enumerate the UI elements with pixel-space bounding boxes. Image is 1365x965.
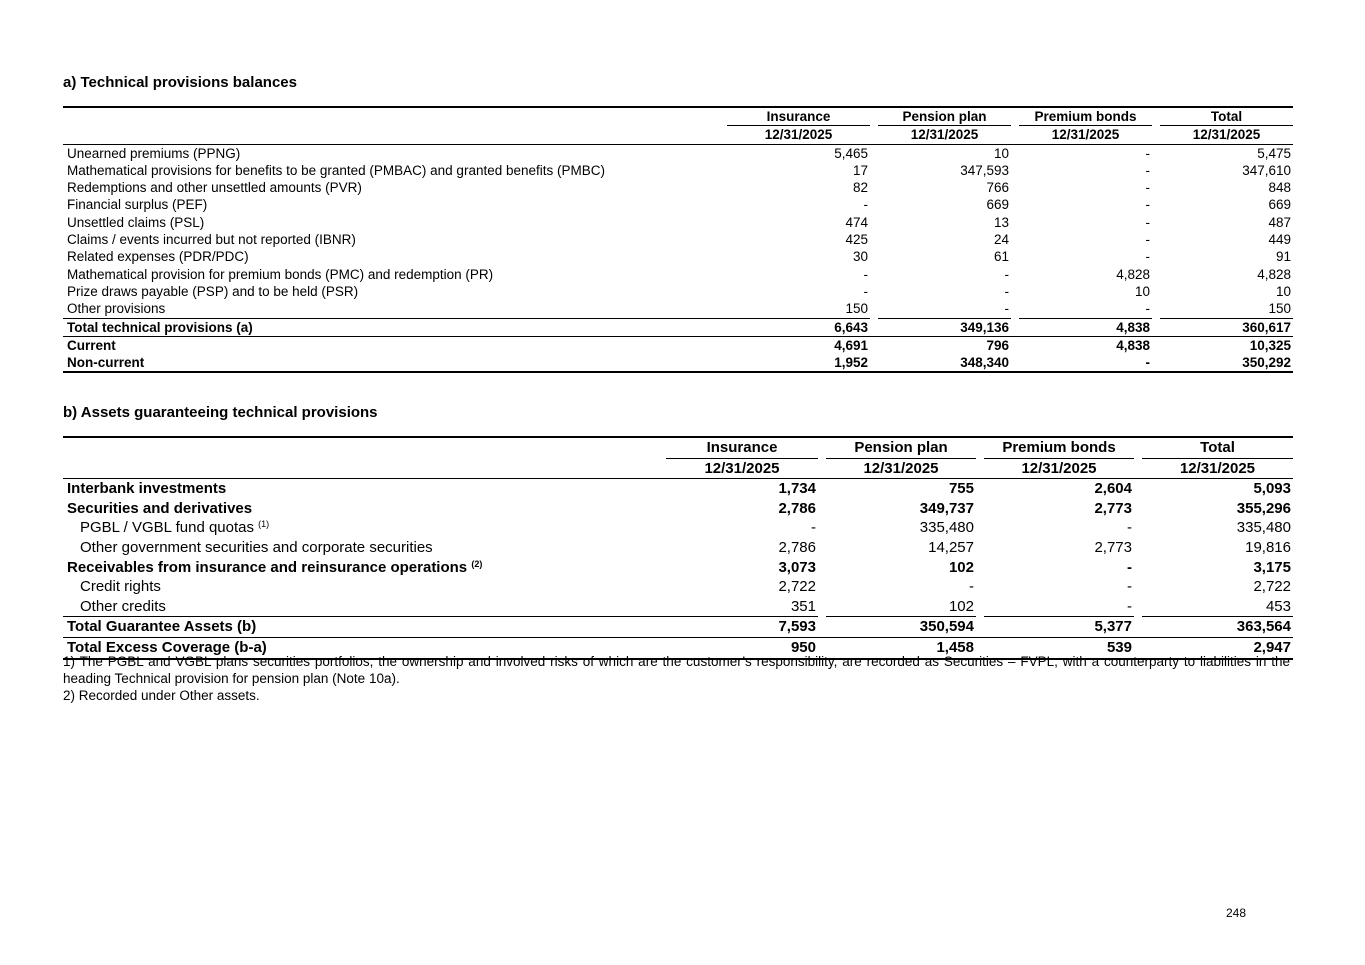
table-row: Unsettled claims (PSL) 474 13 - 487 <box>67 214 1291 230</box>
total-row: Total technical provisions (a) 6,643 349,136 4,838 360,617 <box>63 318 1293 336</box>
footnote-2: 2) Recorded under Other assets. <box>63 688 260 703</box>
table-row: Related expenses (PDR/PDC) 30 61 - 91 <box>67 249 1291 265</box>
table-row: Claims / events incurred but not reported (IBNR) 425 24 - 449 <box>67 232 1291 248</box>
total-assets-row: Total Guarantee Assets (b) 7,593 350,594 5,377 363,564 <box>63 617 1293 638</box>
table-row: Unearned premiums (PPNG) 5,465 10 - 5,475 <box>67 145 1291 161</box>
table-row: Interbank investments 1,734 755 2,604 5,093 <box>67 480 1291 498</box>
col-header-insurance: Insurance <box>727 107 870 126</box>
excess-coverage-row: Total Excess Coverage (b-a) 950 1,458 539 2,947 <box>63 637 1293 658</box>
noncurrent-row: Non-current 1,952 348,340 - 350,292 <box>63 354 1293 372</box>
col-header-total: Total <box>1160 107 1293 126</box>
section-b-title: b) Assets guaranteeing technical provisions <box>63 404 378 421</box>
table-row: Other provisions 150 - - 150 <box>67 301 1291 317</box>
col-date: 12/31/2025 <box>1019 126 1152 144</box>
footnotes <box>63 653 1290 704</box>
col-date: 12/31/2025 <box>1142 458 1293 479</box>
col-date: 12/31/2025 <box>666 458 818 479</box>
col-header-premium-bonds: Premium bonds <box>984 437 1134 458</box>
section-a-title: a) Technical provisions balances <box>63 74 297 91</box>
col-date: 12/31/2025 <box>826 458 976 479</box>
table-row: Mathematical provisions for benefits to be granted (PMBAC) and granted benefits (PMBC) 17 347,593 - 347,610 <box>67 162 1291 178</box>
technical-provisions-table <box>63 106 1293 373</box>
table-row: Redemptions and other unsettled amounts (PVR) 82 766 - 848 <box>67 180 1291 196</box>
col-header-pension-plan: Pension plan <box>826 437 976 458</box>
table-row: PGBL / VGBL fund quotas $^{(1)}$ - 335,480 - 335,480 <box>80 519 1291 537</box>
col-header-total: Total <box>1142 437 1293 458</box>
col-date: 12/31/2025 <box>727 126 870 144</box>
col-header-pension-plan: Pension plan <box>878 107 1011 126</box>
page-number: 248 <box>1226 906 1247 920</box>
table-row: Mathematical provision for premium bonds (PMC) and redemption (PR) - - 4,828 4,828 <box>67 266 1291 282</box>
table-row: Other government securities and corporate securities 2,786 14,257 2,773 19,816 <box>80 538 1291 556</box>
current-row: Current 4,691 796 4,838 10,325 <box>63 336 1293 354</box>
table-row: Securities and derivatives 2,786 349,737 2,773 355,296 <box>67 499 1291 517</box>
footnote-ref: (2) <box>471 558 483 569</box>
footnote-1: 1) The PGBL and VGBL plans securities portfolios, the ownership and involved risks of which are the customer’s responsibility, are recorded as Securities – FVPL, with a counterparty to liabilities in the heading Technical provision for pension plan (Note 10a). <box>63 654 1290 686</box>
table-row: Receivables from insurance and reinsurance operations $^{(2)}$ 3,073 102 - 3,175 <box>67 558 1291 576</box>
table-row: Prize draws payable (PSP) and to be held (PSR) - - 10 10 <box>67 283 1291 299</box>
col-header-insurance: Insurance <box>666 437 818 458</box>
col-date: 12/31/2025 <box>984 458 1134 479</box>
col-date: 12/31/2025 <box>1160 126 1293 144</box>
col-header-premium-bonds: Premium bonds <box>1019 107 1152 126</box>
table-row: Credit rights 2,722 - - 2,722 <box>80 578 1291 596</box>
table-row: Financial surplus (PEF) - 669 - 669 <box>67 197 1291 213</box>
table-row: Other credits 351 102 - 453 <box>80 597 1291 615</box>
footnote-ref: (1) <box>258 519 270 530</box>
guarantee-assets-table <box>63 436 1293 660</box>
col-date: 12/31/2025 <box>878 126 1011 144</box>
